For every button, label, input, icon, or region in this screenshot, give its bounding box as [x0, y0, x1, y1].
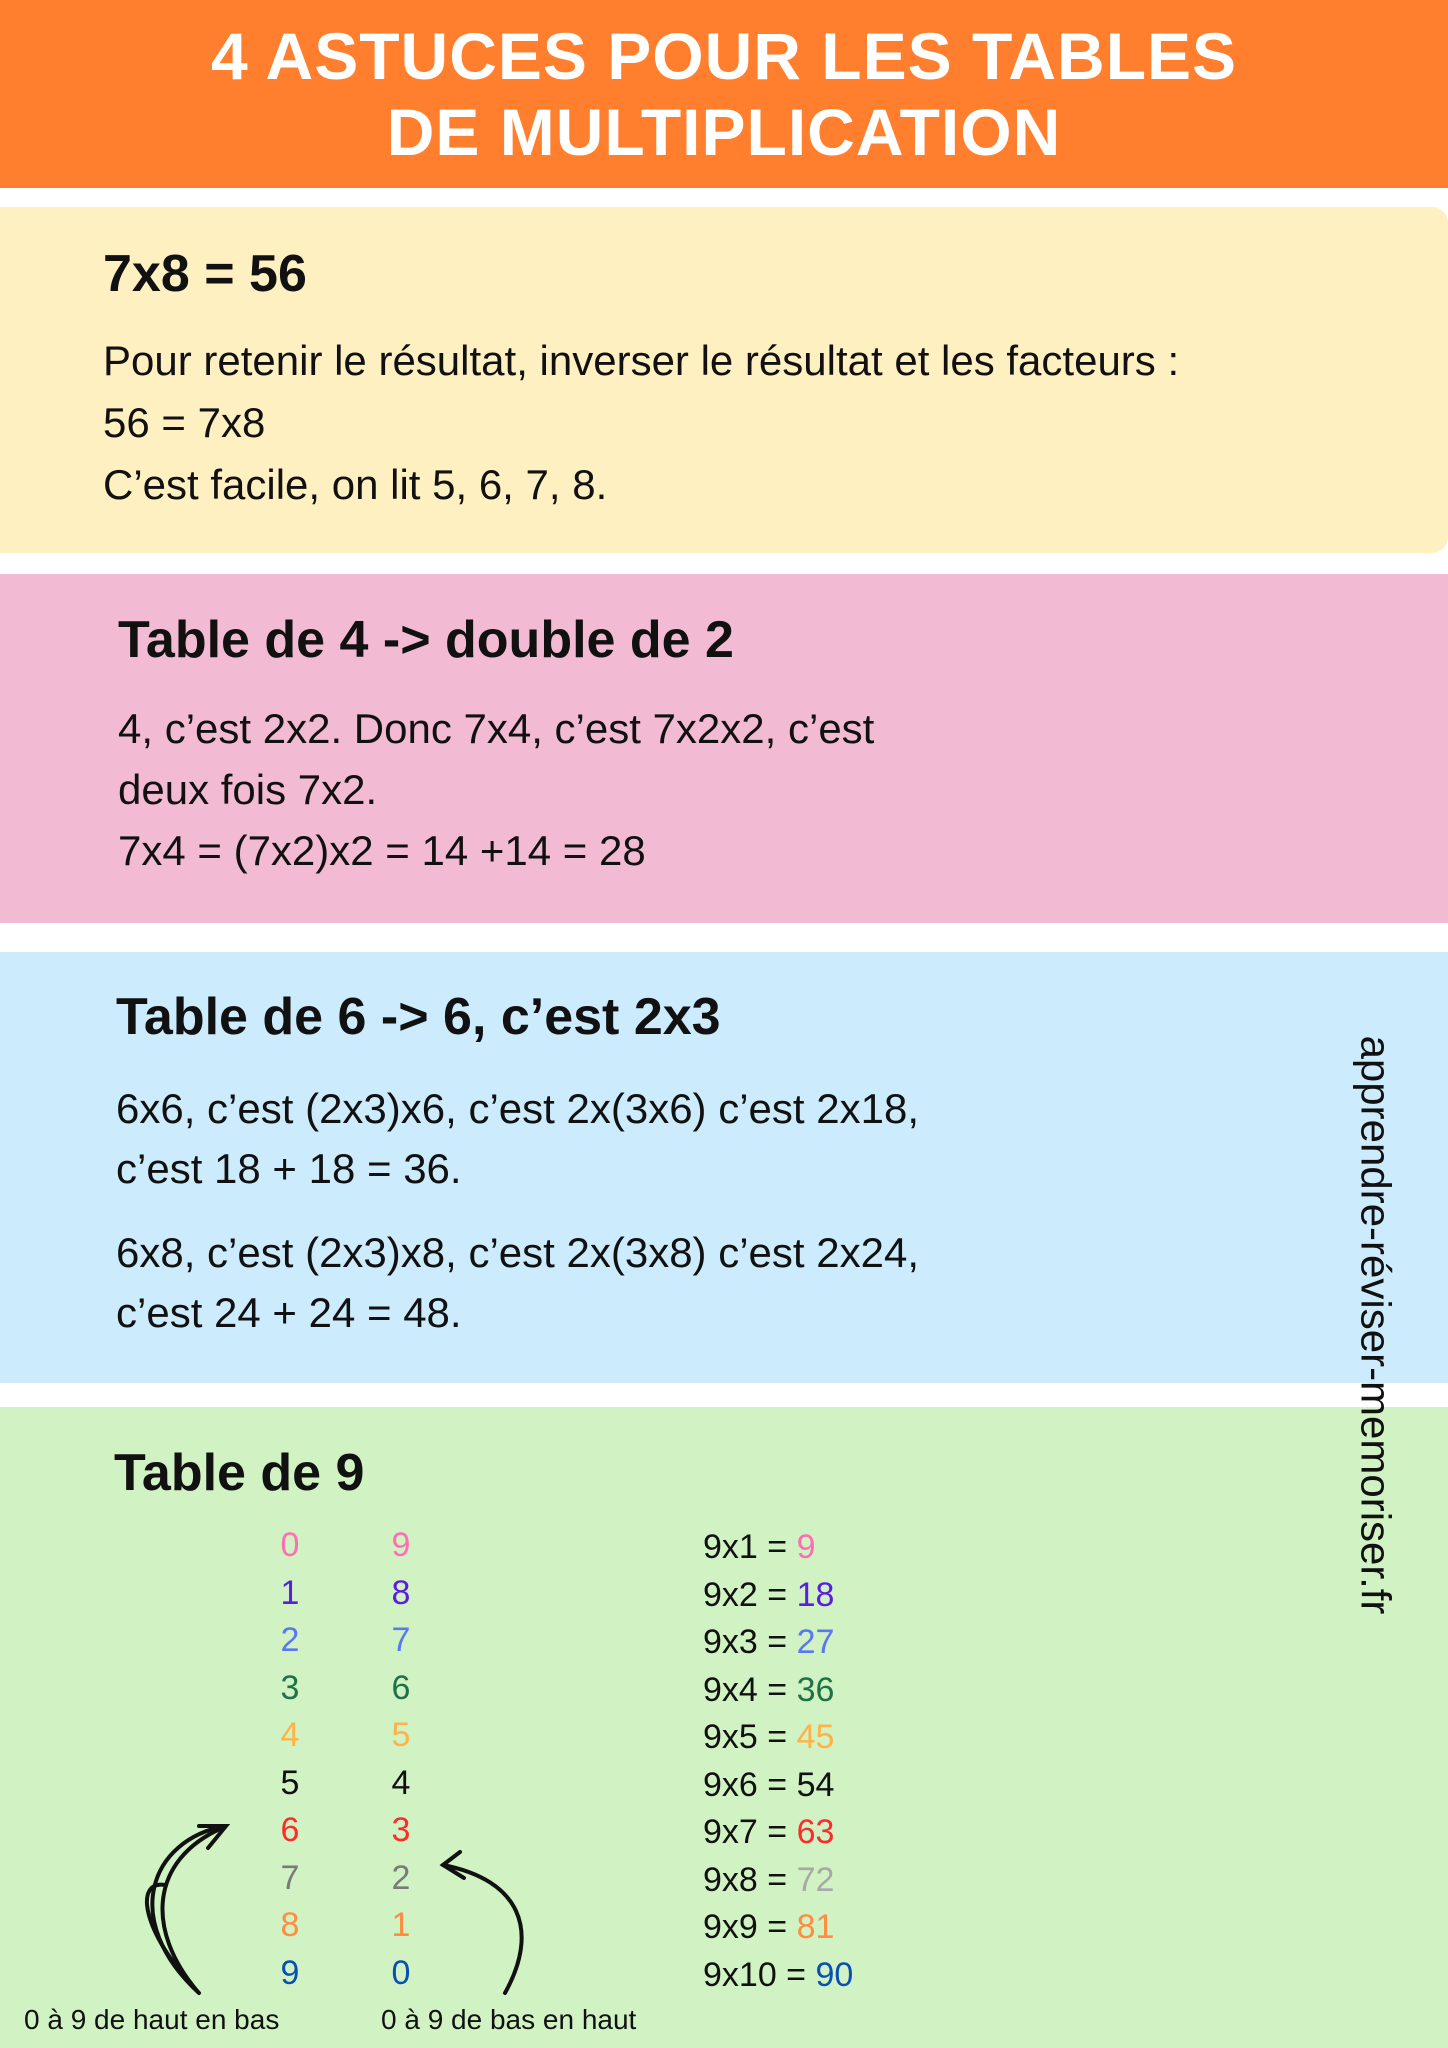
website-watermark — [1347, 980, 1403, 1670]
tip-text-line: deux fois 7x2. — [118, 766, 378, 813]
tens-digit: 7 — [280, 1858, 300, 1897]
tip-text-line: 6x6, c’est (2x3)x6, c’est 2x(3x6) c’est 2x18, — [116, 1085, 919, 1132]
caption-bottom-to-top: 0 à 9 de bas en haut — [381, 2004, 637, 2035]
equation-result: 72 — [796, 1860, 835, 1899]
units-digit: 8 — [391, 1573, 411, 1612]
equation-result: 45 — [796, 1718, 835, 1756]
tip-title: Table de 6 -> 6, c’est 2x3 — [116, 988, 721, 1046]
caption-top-to-bottom: 0 à 9 de haut en bas — [24, 2004, 280, 2035]
equation-expression: 9x3 = — [703, 1623, 797, 1661]
equation-expression: 9x7 = — [703, 1813, 797, 1851]
equation-row — [703, 1860, 834, 1900]
tip-text-line: 6x8, c’est (2x3)x8, c’est 2x(3x8) c’est 2x24, — [116, 1229, 919, 1276]
equation-row — [703, 1765, 834, 1805]
equation-result: 36 — [796, 1670, 835, 1709]
equation-expression: 9x4 = — [703, 1670, 797, 1709]
equation-expression: 9x6 = — [703, 1765, 797, 1804]
equation-expression: 9x10 = — [703, 1955, 816, 1994]
units-digit: 5 — [391, 1716, 411, 1754]
units-digit: 9 — [391, 1526, 411, 1564]
equation-result: 18 — [796, 1575, 835, 1614]
tip-text-line: c’est 24 + 24 = 48. — [116, 1289, 462, 1336]
equation-row — [703, 1527, 816, 1567]
units-digit: 6 — [391, 1668, 411, 1707]
tip-text-line: C’est facile, on lit 5, 6, 7, 8. — [103, 461, 608, 508]
tens-digit: 3 — [280, 1668, 300, 1707]
tip-text-line: 4, c’est 2x2. Donc 7x4, c’est 7x2x2, c’est — [118, 705, 875, 752]
tip-text-line: c’est 18 + 18 = 36. — [116, 1145, 462, 1192]
equation-expression: 9x9 = — [703, 1908, 797, 1946]
tens-digit: 5 — [280, 1763, 300, 1802]
tip-title: Table de 9 — [114, 1444, 365, 1502]
tip-title: Table de 4 -> double de 2 — [118, 611, 734, 669]
tens-digit: 0 — [280, 1526, 300, 1564]
equation-row — [703, 1575, 834, 1615]
equation-row — [703, 1717, 834, 1757]
equation-expression: 9x5 = — [703, 1718, 797, 1756]
tens-digit: 4 — [280, 1716, 300, 1754]
units-digit: 1 — [391, 1906, 411, 1944]
equation-result: 81 — [796, 1908, 835, 1946]
equation-result: 9 — [796, 1528, 816, 1566]
units-digit: 7 — [391, 1621, 411, 1659]
tip-text-line: 7x4 = (7x2)x2 = 14 +14 = 28 — [118, 827, 646, 874]
tens-digit: 1 — [280, 1573, 300, 1612]
equation-expression: 9x2 = — [703, 1575, 797, 1614]
equation-result: 90 — [815, 1955, 854, 1994]
equation-result: 54 — [796, 1765, 835, 1804]
tip-text-line: Pour retenir le résultat, inverser le résultat et les facteurs : — [103, 337, 1180, 384]
tens-digit: 6 — [280, 1811, 300, 1849]
tip-text-line: 56 = 7x8 — [103, 399, 266, 446]
equation-row — [703, 1812, 834, 1852]
units-digit: 0 — [391, 1953, 411, 1992]
page-title-line-2: DE MULTIPLICATION — [386, 95, 1062, 169]
tip-title: 7x8 = 56 — [103, 245, 307, 303]
website-watermark-text: apprendre-réviser-memoriser.fr — [1352, 1035, 1399, 1615]
equation-result: 27 — [796, 1623, 835, 1661]
equation-result: 63 — [796, 1813, 835, 1851]
equation-row — [703, 1670, 834, 1710]
tens-digit: 2 — [280, 1621, 300, 1659]
equation-row — [703, 1622, 834, 1662]
equation-expression: 9x1 = — [703, 1528, 797, 1566]
page-title-line-1: 4 ASTUCES POUR LES TABLES — [210, 19, 1238, 93]
equation-expression: 9x8 = — [703, 1860, 797, 1899]
tens-digit: 8 — [280, 1906, 300, 1944]
equation-row — [703, 1907, 834, 1947]
units-digit: 2 — [391, 1858, 411, 1897]
page-header — [0, 0, 1448, 188]
equation-row — [703, 1955, 853, 1995]
units-digit: 3 — [391, 1811, 411, 1849]
tens-digit: 9 — [280, 1953, 300, 1992]
units-digit: 4 — [391, 1763, 411, 1802]
